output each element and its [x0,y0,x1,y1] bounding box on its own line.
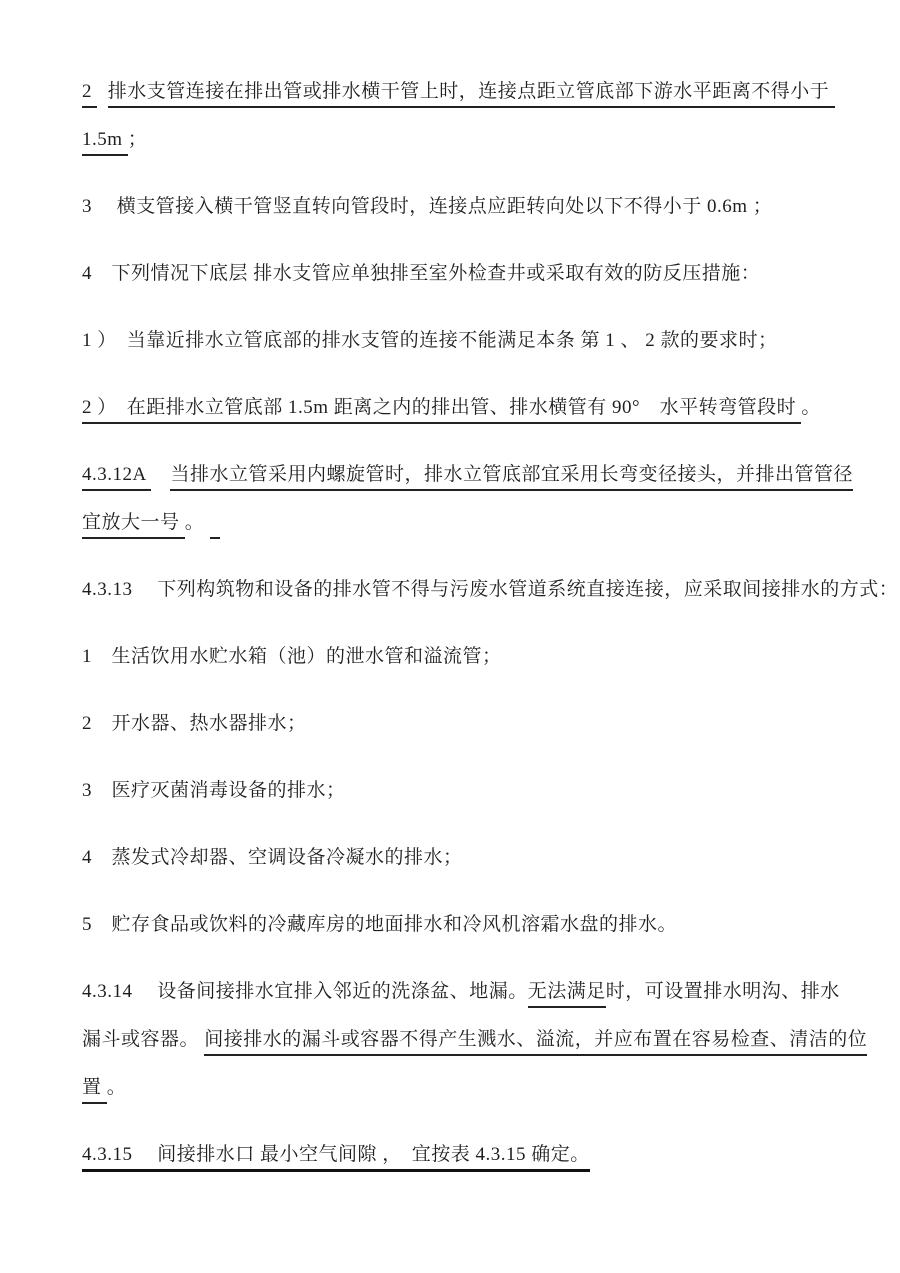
underlined-text-segment: 无法满足 [528,981,606,1008]
text-segment: 1 生活饮用水贮水箱（池）的泄水管和溢流管； [82,646,502,667]
text-segment: 漏斗或容器。 [82,1029,205,1050]
text-line [82,116,862,164]
text-segment: 3 横支管接入横干管竖直转向管段时，连接点应距转向处以下不得小于 0.6m ； [82,196,773,217]
text-segment: 3 医疗灭菌消毒设备的排水； [82,780,346,801]
underlined-text-segment: 置 [82,1077,107,1104]
underlined-text-segment: 排水支管连接在排出管或排水横干管上时，连接点距立管底部下游水平距离不得小于 [108,81,835,108]
text-line [82,384,862,432]
text-segment: 5 贮存食品或饮料的冷藏库房的地面排水和冷风机溶霜水盘的排水。 [82,914,678,935]
text-line [82,566,899,614]
text-line [82,68,862,116]
underlined-text-segment: 4.3.12A [82,464,151,491]
text-line [82,183,862,231]
text-line [82,633,862,681]
text-line [82,1016,868,1064]
text-line [82,250,862,298]
text-line [82,901,862,949]
text-segment: 4 蒸发式冷却器、空调设备冷凝水的排水； [82,847,463,868]
text-line [82,317,862,365]
text-segment: 。 [106,1077,127,1098]
underlined-text-segment: 宜放大一号 [82,512,185,539]
text-segment: 4 下列情况下底层 排水支管应单独排至室外检查井或采取有效的防反压措施： [82,263,761,284]
underlined-text-segment: 4.3.15 间接排水口 最小空气间隙 ， 宜按表 4.3.15 确定。 [82,1144,590,1172]
text-segment: 4.3.14 设备间接排水宜排入邻近的洗涤盆、地漏。 [82,981,528,1002]
text-segment: 。 [801,397,821,418]
text-line [82,968,862,1016]
text-segment: 4.3.13 下列构筑物和设备的排水管不得与污废水管道系统直接连接，应采取间接排水的方式： [82,579,899,600]
text-segment: 1 ） 当靠近排水立管底部的排水支管的连接不能满足本条 第 1 、 2 款的要求时； [82,330,778,351]
text-line [82,1131,862,1179]
underlined-text-segment: 当排水立管采用内螺旋管时，排水立管底部宜采用长弯变径接头，并排出管管径 [170,464,853,491]
text-segment: ； [127,129,148,150]
text-line [82,767,862,815]
text-segment: 。 [184,512,210,533]
text-segment: 时，可设置排水明沟、排水 [605,981,840,1002]
text-line [82,700,862,748]
text-line [82,1064,862,1112]
underlined-text-segment: 2 [82,81,97,108]
text-segment: 2 开水器、热水器排水； [82,713,307,734]
text-line [82,834,862,882]
text-segment [97,81,108,102]
text-line [82,499,862,547]
text-line [82,451,862,499]
underlined-text-segment: 间接排水的漏斗或容器不得产生溅水、溢流，并应布置在容易检查、清洁的位 [204,1029,867,1056]
underlined-text-segment: 1.5m [82,129,128,156]
text-segment [151,464,171,485]
underlined-text-segment [210,512,221,539]
underlined-text-segment: 2 ） 在距排水立管底部 1.5m 距离之内的排出管、排水横管有 90° 水平转弯管段时 [82,397,801,424]
